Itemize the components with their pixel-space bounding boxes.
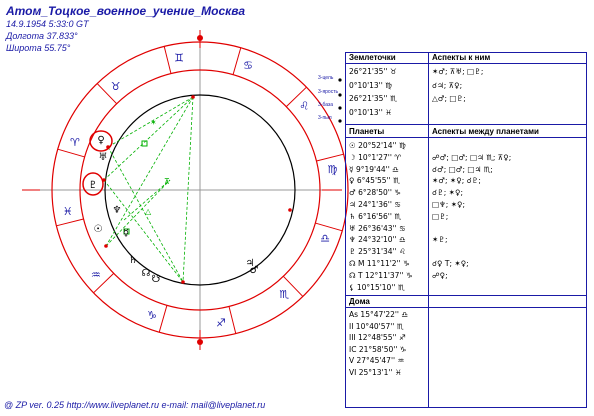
sign-divider [315, 223, 342, 231]
footer-credits: @ ZP ver. 0.25 http://www.liveplanet.ru e-mail: mail@liveplanet.ru [4, 400, 266, 410]
planet-position: ♂ 6°28'50'' ♑ [349, 188, 402, 198]
sign-divider [58, 149, 85, 157]
zodiac-sign-glyph: ♌ [299, 99, 310, 113]
sign-divider [233, 48, 241, 75]
planet-aspects-header: Аспекты между планетами [432, 127, 539, 136]
planet-aspects: ✶♂; ✶♀; ☌♇; [432, 176, 481, 186]
planet-position: ♄ 6°16'56'' ♏ [349, 211, 402, 221]
house-cusp: IC 21°58'50'' ♑ [349, 344, 407, 354]
planet-glyph: ♇ [88, 180, 98, 191]
zodiac-sign-glyph: ♉ [110, 79, 121, 93]
table-divider [345, 307, 587, 308]
table-divider [345, 63, 587, 64]
planet-aspects: ☍♂; □♂; □♃ ♏; ⊼♀; [432, 152, 512, 162]
house-cusp: II 10°40'57'' ♏ [349, 321, 404, 331]
planet-glyph: ♅ [98, 152, 108, 163]
planet-aspects: □♆; ✶♀; [432, 200, 466, 209]
planet-position: ☉ 20°52'14'' ♍ [349, 141, 406, 150]
house-cusp: V 27°45'47'' ♒ [349, 356, 405, 366]
legend-label: 3-цель [318, 75, 334, 81]
zodiac-sign-glyph: ♍ [327, 163, 338, 177]
zodiac-sign-glyph: ♑ [147, 309, 157, 323]
aspect-glyph: ⊼ [164, 177, 170, 186]
house-dot [181, 280, 185, 284]
aspect-glyph: △ [145, 207, 152, 216]
planet-aspects: ✶♇; [432, 235, 448, 245]
chart-longitude: Долгота 37.833° [6, 31, 78, 41]
planet-position: ☊ M 11°11'2'' ♑ [349, 259, 410, 268]
planet-aspects: ☌♇; ✶♀; [432, 188, 463, 198]
zodiac-sign-glyph: ♋ [243, 58, 253, 72]
planet-glyph: ☋ [151, 274, 161, 285]
zodiac-sign-glyph: ♓ [62, 204, 73, 218]
table-border [345, 52, 346, 408]
legend-label: 3-база [318, 102, 333, 108]
house-dot [191, 95, 195, 99]
chart-latitude: Широта 55.75° [6, 43, 71, 53]
planet-position: ♀ 6°45'55'' ♏ [349, 176, 400, 186]
house-dot [288, 208, 292, 212]
planet-glyph: ☊ [141, 268, 151, 279]
side-dot [338, 106, 341, 109]
earth-points-header: Землеточки [349, 53, 396, 62]
sign-divider [164, 46, 171, 73]
planet-position: ♆ 24°32'10'' ♎ [349, 235, 406, 245]
planets-header: Планеты [349, 127, 385, 136]
zodiac-sign-glyph: ♊ [174, 51, 184, 65]
earth-point-position: 26°21'35'' ♏ [349, 94, 397, 103]
planet-position: ⚸ 10°15'10'' ♏ [349, 282, 405, 292]
planet-aspects: ☍♀; [432, 270, 448, 280]
earth-aspects-header: Аспекты к ним [432, 53, 491, 62]
side-dot [338, 119, 341, 122]
planet-position: ☽ 10°1'27'' ♈ [349, 152, 402, 162]
chart-datetime: 14.9.1954 5:33:0 GT [6, 19, 89, 29]
planet-glyph: ♃ [245, 258, 255, 269]
sign-divider [56, 219, 83, 226]
planet-glyph: ☉ [93, 224, 103, 235]
planet-aspects: ☌♀ T; ✶♀; [432, 259, 469, 268]
sign-divider [316, 154, 343, 161]
earth-point-position: 0°10'13'' ♍ [349, 80, 392, 90]
planet-glyph: ♄ [128, 255, 138, 266]
planet-position: ♅ 26°36'43'' ♋ [349, 223, 406, 233]
chart-title: Атом_Тоцкое_военное_учение_Москва [6, 4, 246, 18]
earth-point-aspects: △♂; □♇; [432, 94, 466, 103]
sign-divider [229, 306, 236, 333]
earth-point-position: 26°21'35'' ♉ [349, 67, 397, 76]
side-dot [338, 78, 341, 81]
planet-position: ♃ 24°1'36'' ♋ [349, 200, 402, 209]
sign-divider [159, 305, 167, 332]
ic-dot [197, 339, 203, 345]
table-border [345, 407, 587, 408]
houses-header: Дома [349, 297, 370, 306]
table-divider [345, 137, 587, 138]
table-divider [428, 52, 429, 408]
mc-dot [197, 35, 203, 41]
legend-label: 3-пыл [318, 115, 332, 121]
planet-glyph: ☿ [122, 228, 130, 239]
planet-aspects: ☌♂; □♂; □♃ ♏; [432, 164, 493, 174]
planet-glyph: ♆ [112, 205, 122, 216]
legend-label: 3-ярость [318, 89, 339, 95]
side-markers [338, 78, 341, 122]
house-cusp: VI 25°13'1'' ♓ [349, 368, 402, 377]
table-divider [345, 124, 587, 125]
planet-aspects: □♇; [432, 211, 449, 221]
house-dot [104, 244, 108, 248]
table-border [586, 52, 587, 408]
table-divider [345, 295, 587, 296]
zodiac-sign-glyph: ♈ [69, 135, 80, 149]
planet-position: ♇ 25°31'34'' ♌ [349, 247, 406, 257]
planet-glyph: ♂ [249, 265, 259, 276]
planet-glyph: ♀ [97, 135, 105, 146]
planet-position: ☊ T 12°11'37'' ♑ [349, 270, 413, 280]
aspect-glyph: ✶ [150, 118, 157, 127]
zodiac-sign-glyph: ♐ [216, 316, 226, 330]
earth-point-aspects: ☌♃; ⊼♀; [432, 80, 463, 90]
earth-point-aspects: ✶♂; ⊼♅; □♇; [432, 67, 484, 76]
zodiac-sign-glyph: ♏ [279, 288, 290, 302]
house-cusp: III 12°48'55'' ♐ [349, 333, 406, 343]
earth-point-position: 0°10'13'' ♓ [349, 107, 392, 117]
zodiac-sign-glyph: ♒ [90, 268, 101, 282]
zodiac-sign-glyph: ♎ [320, 232, 331, 246]
side-dot [338, 93, 341, 96]
aspect-line [104, 97, 193, 180]
house-cusp: As 15°47'22'' ♎ [349, 310, 409, 319]
planet-position: ☿ 9°19'44'' ♎ [349, 164, 399, 174]
aspect-table [345, 52, 587, 408]
